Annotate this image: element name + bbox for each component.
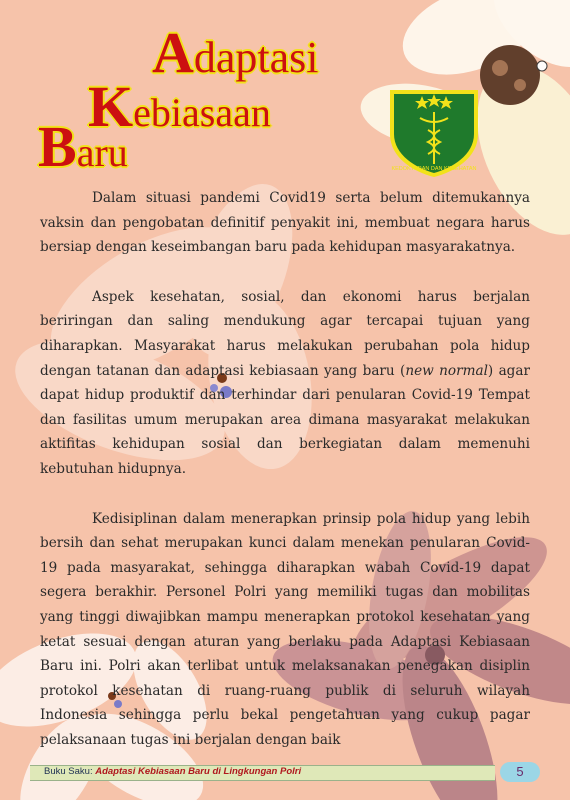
paragraph-2-part-a: Aspek kesehatan, sosial, dan ekonomi harus berjalan beriringan dan saling mendukung agar tercapai tujuan yang diharapkan. Masyarakat harus melakukan perubahan pola hidup dengan tatanan dan adaptasi kebiasaan yang baru ( — [40, 288, 530, 379]
title-rest-2: ebiasaan — [133, 90, 271, 135]
footer-book-title: Adaptasi Kebiasaan Baru di Lingkungan Polri — [95, 766, 302, 777]
title-rest-1: daptasi — [193, 33, 319, 82]
dokkes-logo — [384, 82, 484, 178]
paragraph-2-part-b: ) agar dapat hidup produktif dan terhindar dari penularan Covid-19 Tempat dan fasilitas umum merupakan area dimana masyarakat melakukan aktifitas kehidupan sosial dan berkegiatan dalam memenuhi kebutuhan hidupnya. — [40, 362, 530, 477]
footer-label: Buku Saku: — [44, 766, 96, 777]
title-line-3 — [38, 114, 128, 179]
title-rest-3: aru — [76, 130, 128, 175]
footer — [30, 762, 544, 782]
page-number: 5 — [500, 762, 540, 782]
footer-text — [44, 766, 301, 777]
paragraph-2 — [40, 285, 530, 482]
title-initial-k: K — [88, 74, 134, 139]
new-normal-term: new normal — [405, 362, 488, 379]
title-initial-b: B — [38, 114, 77, 179]
title-line-1 — [152, 20, 319, 85]
paragraph-3: Kedisiplinan dalam menerapkan prinsip pola hidup yang lebih bersih dan sehat merupakan kunci dalam menekan penularan Covid-19 pada masyarakat, sehingga diharapkan wabah Covid-19 dapat segera berakhir. Personel Polri yang memiliki tugas dan mobilitas yang tinggi diwajibkan mampu menerapkan protokol kesehatan yang ketat sesuai dengan aturan yang berlaku pada Adaptasi Kebiasaan Baru ini. Polri akan terlibat untuk melaksanakan penegakan disiplin protokol kesehatan di ruang-ruang publik di seluruh wilayah Indonesia sehingga perlu bekal pengetahuan yang cukup pagar pelaksanaan tugas ini berjalan dengan baik — [40, 510, 530, 748]
title-initial-a: A — [152, 20, 194, 85]
logo-caption: KEDOKTERAN DAN KESEHATAN — [391, 166, 477, 172]
body-text — [40, 186, 530, 777]
paragraph-1: Dalam situasi pandemi Covid19 serta belum ditemukannya vaksin dan pengobatan definitif penyakit ini, membuat negara harus bersiap dengan keseimbangan baru pada kehidupan masyarakatnya. — [40, 190, 530, 256]
